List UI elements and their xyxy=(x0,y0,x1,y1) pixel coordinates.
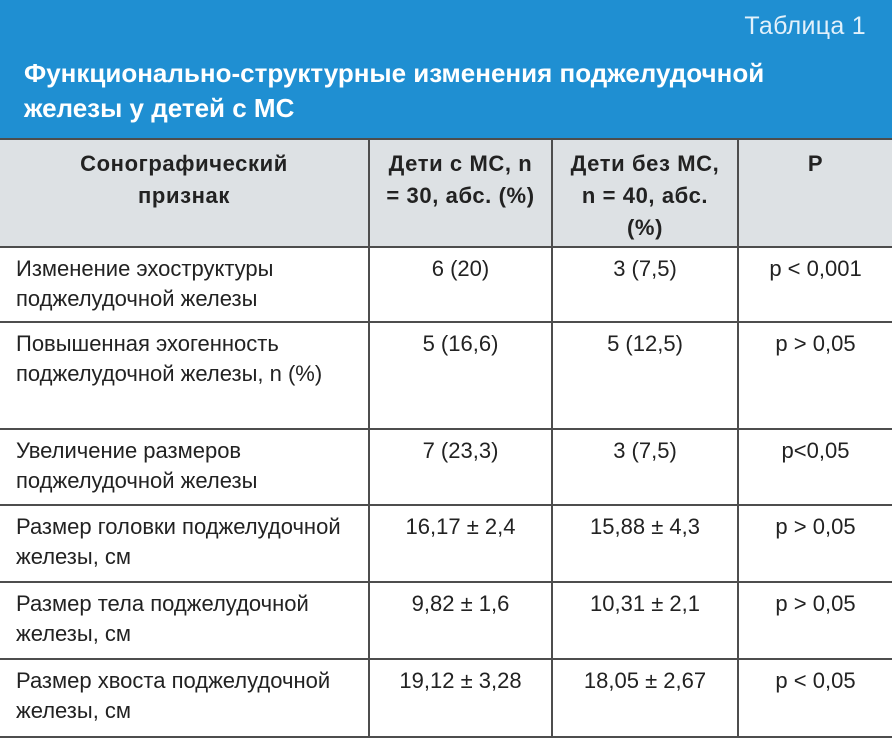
row-label: Изменение эхоструктуры поджелудочной железы xyxy=(0,247,369,322)
cell-with-ms: 6 (20) xyxy=(369,247,552,322)
cell-p-value: p<0,05 xyxy=(738,429,892,505)
row-label: Повышенная эхогенность поджелудочной железы, n (%) xyxy=(0,322,369,429)
cell-p-value: p < 0,05 xyxy=(738,659,892,737)
row-label: Размер хвоста поджелудочной железы, см xyxy=(0,659,369,737)
cell-with-ms: 7 (23,3) xyxy=(369,429,552,505)
table-row xyxy=(0,582,892,659)
cell-without-ms: 5 (12,5) xyxy=(552,322,738,429)
table-row xyxy=(0,429,892,505)
cell-with-ms: 5 (16,6) xyxy=(369,322,552,429)
row-label: Размер тела поджелудочной железы, см xyxy=(0,582,369,659)
cell-p-value: p > 0,05 xyxy=(738,322,892,429)
table-title: Функционально-структурные изменения поджелудочной железы у детей с МС xyxy=(24,58,765,123)
table-row xyxy=(0,322,892,429)
table-header xyxy=(0,139,892,247)
cell-without-ms: 10,31 ± 2,1 xyxy=(552,582,738,659)
cell-p-value: p > 0,05 xyxy=(738,505,892,582)
column-header-with-ms: Дети с МС, n = 30, абс. (%) xyxy=(369,139,552,247)
table-banner xyxy=(0,0,892,138)
table-row xyxy=(0,505,892,582)
cell-without-ms: 15,88 ± 4,3 xyxy=(552,505,738,582)
cell-p-value: p < 0,001 xyxy=(738,247,892,322)
cell-with-ms: 19,12 ± 3,28 xyxy=(369,659,552,737)
cell-p-value: p > 0,05 xyxy=(738,582,892,659)
cell-with-ms: 16,17 ± 2,4 xyxy=(369,505,552,582)
column-header-p: Р xyxy=(738,139,892,247)
column-header-feature: Сонографический признак xyxy=(0,139,369,247)
column-header-without-ms: Дети без МС, n = 40, абс. (%) xyxy=(552,139,738,247)
row-label: Увеличение размеров поджелудочной железы xyxy=(0,429,369,505)
cell-with-ms: 9,82 ± 1,6 xyxy=(369,582,552,659)
table-row xyxy=(0,247,892,322)
table-row xyxy=(0,659,892,737)
table-number: Таблица 1 xyxy=(744,12,866,40)
cell-without-ms: 3 (7,5) xyxy=(552,247,738,322)
data-table xyxy=(0,138,892,738)
table-body xyxy=(0,247,892,737)
header-row xyxy=(0,139,892,247)
row-label: Размер головки поджелудочной железы, см xyxy=(0,505,369,582)
cell-without-ms: 18,05 ± 2,67 xyxy=(552,659,738,737)
cell-without-ms: 3 (7,5) xyxy=(552,429,738,505)
